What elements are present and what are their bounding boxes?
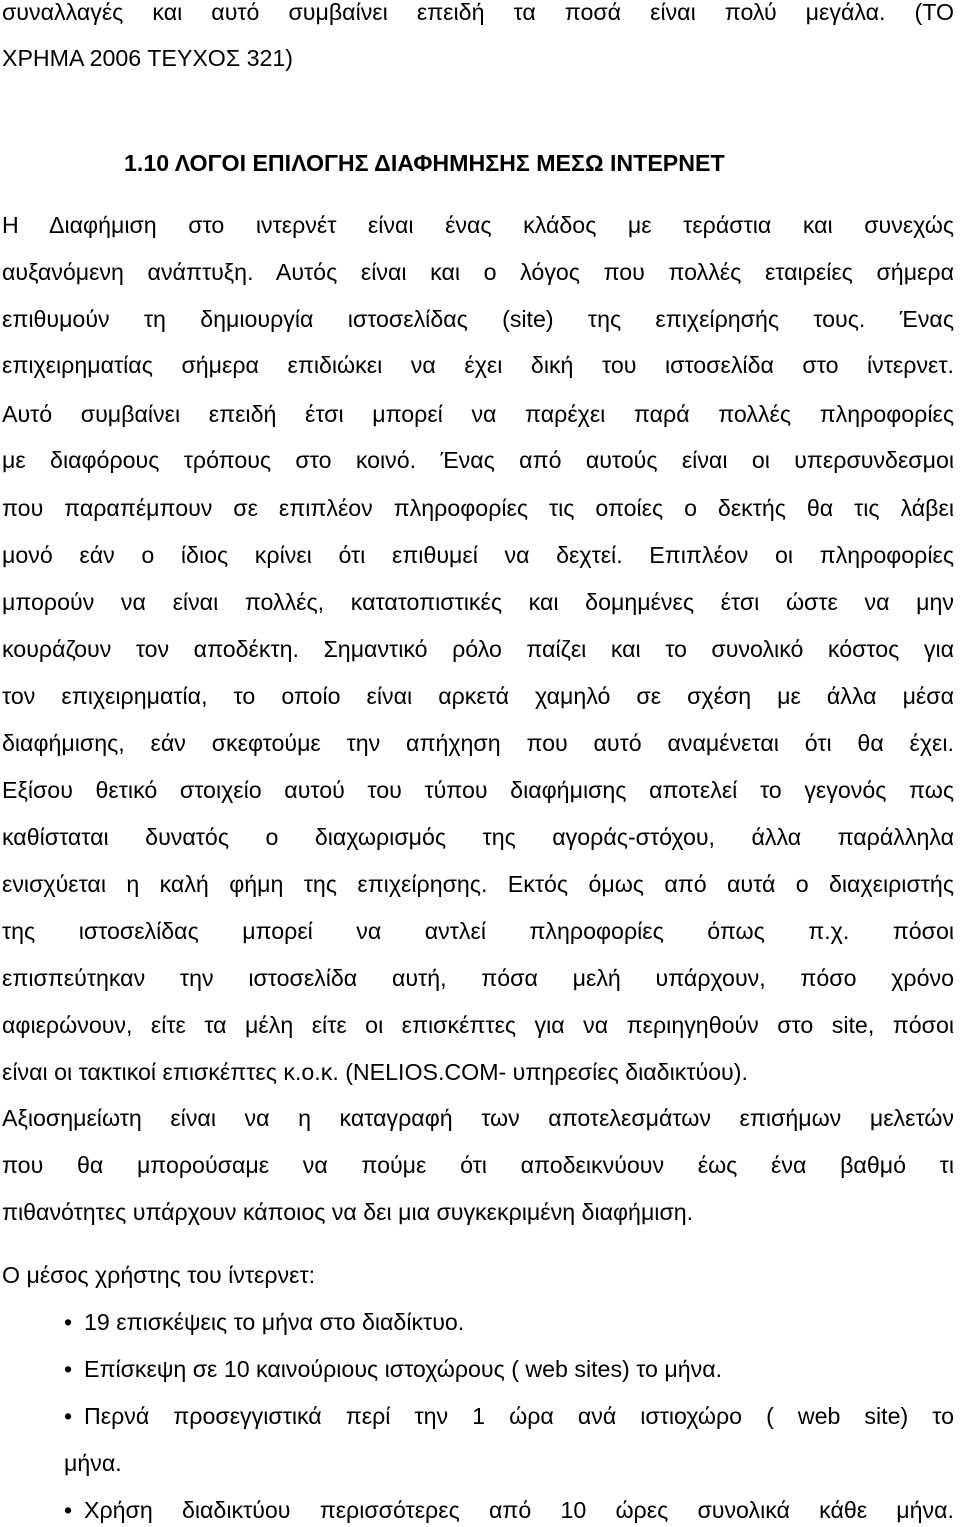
body-line-2: ΧΡΗΜΑ 2006 ΤΕΥΧΟΣ 321) <box>2 45 294 71</box>
body-line-10: μονό εάν ο ίδιος κρίνει ότι επιθυμεί να δεχτεί. Επιπλέον οι πληροφορίες <box>2 542 954 568</box>
body-line-3: Η Διαφήμιση στο ιντερνέτ είναι ένας κλάδος με τεράστια και συνεχώς <box>2 212 954 238</box>
body-line-12: κουράζουν τον αποδέκτη. Σημαντικό ρόλο παίζει και το συνολικό κόστος για <box>2 636 954 662</box>
body-line-22: Αξιοσημείωτη είναι να η καταγραφή των αποτελεσμάτων επισήμων μελετών <box>2 1105 954 1131</box>
list-item-text: Περνά προσεγγιστικά περί την 1 ώρα ανά ιστιοχώρο ( web site) το <box>84 1403 954 1429</box>
body-line-19: επισπεύτηκαν την ιστοσελίδα αυτή, πόσα μελή υπάρχουν, πόσο χρόνο <box>2 965 954 991</box>
body-line-7: Αυτό συμβαίνει επειδή έτσι μπορεί να παρέχει παρά πολλές πληροφορίες <box>2 401 954 427</box>
list-item <box>64 1401 954 1431</box>
body-line-1: συναλλαγές και αυτό συμβαίνει επειδή τα ποσά είναι πολύ μεγάλα. (ΤΟ <box>2 0 954 25</box>
body-line-5: επιθυμούν τη δημιουργία ιστοσελίδας (site) της επιχείρησής τους. Ένας <box>2 306 954 332</box>
list-item-text: 19 επισκέψεις το μήνα στο διαδίκτυο. <box>84 1309 465 1335</box>
body-line-17: ενισχύεται η καλή φήμη της επιχείρησης. Εκτός όμως από αυτά ο διαχειριστής <box>2 871 954 897</box>
body-line-23: που θα μπορούσαμε να πούμε ότι αποδεικνύουν έως ένα βαθμό τι <box>2 1152 954 1178</box>
body-line-8: με διαφόρους τρόπους στο κοινό. Ένας από αυτούς είναι οι υπερσυνδεσμοι <box>2 447 954 473</box>
body-line-4: αυξανόμενη ανάπτυξη. Αυτός είναι και ο λόγος που πολλές εταιρείες σήμερα <box>2 259 954 285</box>
bullet-icon: • <box>64 1309 73 1335</box>
section-heading: 1.10 ΛΟΓΟΙ ΕΠΙΛΟΓΗΣ ΔΙΑΦΗΜΗΣΗΣ ΜΕΣΩ ΙΝΤΕΡΝΕΤ <box>124 150 725 176</box>
bullet-icon: • <box>64 1497 73 1523</box>
body-line-20: αφιερώνουν, είτε τα μέλη είτε οι επισκέπτες για να περιηγηθούν στο site, πόσοι <box>2 1012 954 1038</box>
list-item-text: Χρήση διαδικτύου περισσότερες από 10 ώρες συνολικά κάθε μήνα. <box>84 1497 954 1523</box>
body-line-21: είναι οι τακτικοί επισκέπτες κ.ο.κ. (NELIOS.COM- υπηρεσίες διαδικτύου). <box>2 1059 748 1085</box>
body-line-14: διαφήμισης, εάν σκεφτούμε την απήχηση που αυτό αναμένεται ότι θα έχει. <box>2 730 954 756</box>
list-item-text: Επίσκεψη σε 10 καινούριους ιστοχώρους ( web sites) το μήνα. <box>84 1356 723 1382</box>
list-item <box>64 1307 954 1337</box>
bullet-icon: • <box>64 1403 73 1429</box>
body-line-9: που παραπέμπουν σε επιπλέον πληροφορίες τις οποίες ο δεκτής θα τις λάβει <box>2 495 954 521</box>
body-line-25: Ο μέσος χρήστης του ίντερνετ: <box>2 1262 316 1288</box>
body-line-16: καθίσταται δυνατός ο διαχωρισμός της αγοράς-στόχου, άλλα παράλληλα <box>2 824 954 850</box>
list-item-continuation <box>64 1448 954 1478</box>
list-item-text: μήνα. <box>64 1450 122 1476</box>
body-line-24: πιθανότητες υπάρχουν κάποιος να δει μια συγκεκριμένη διαφήμιση. <box>2 1199 694 1225</box>
body-line-18: της ιστοσελίδας μπορεί να αντλεί πληροφορίες όπως π.χ. πόσοι <box>2 918 954 944</box>
body-line-11: μπορούν να είναι πολλές, κατατοπιστικές και δομημένες έτσι ώστε να μην <box>2 589 954 615</box>
list-item <box>64 1495 954 1525</box>
body-line-15: Εξίσου θετικό στοιχείο αυτού του τύπου διαφήμισης αποτελεί το γεγονός πως <box>2 777 954 803</box>
body-line-6: επιχειρηματίας σήμερα επιδιώκει να έχει δική του ιστοσελίδα στο ίντερνετ. <box>2 352 954 378</box>
list-item <box>64 1354 954 1384</box>
bullet-icon: • <box>64 1356 73 1382</box>
body-line-13: τον επιχειρηματία, το οποίο είναι αρκετά χαμηλό σε σχέση με άλλα μέσα <box>2 683 954 709</box>
